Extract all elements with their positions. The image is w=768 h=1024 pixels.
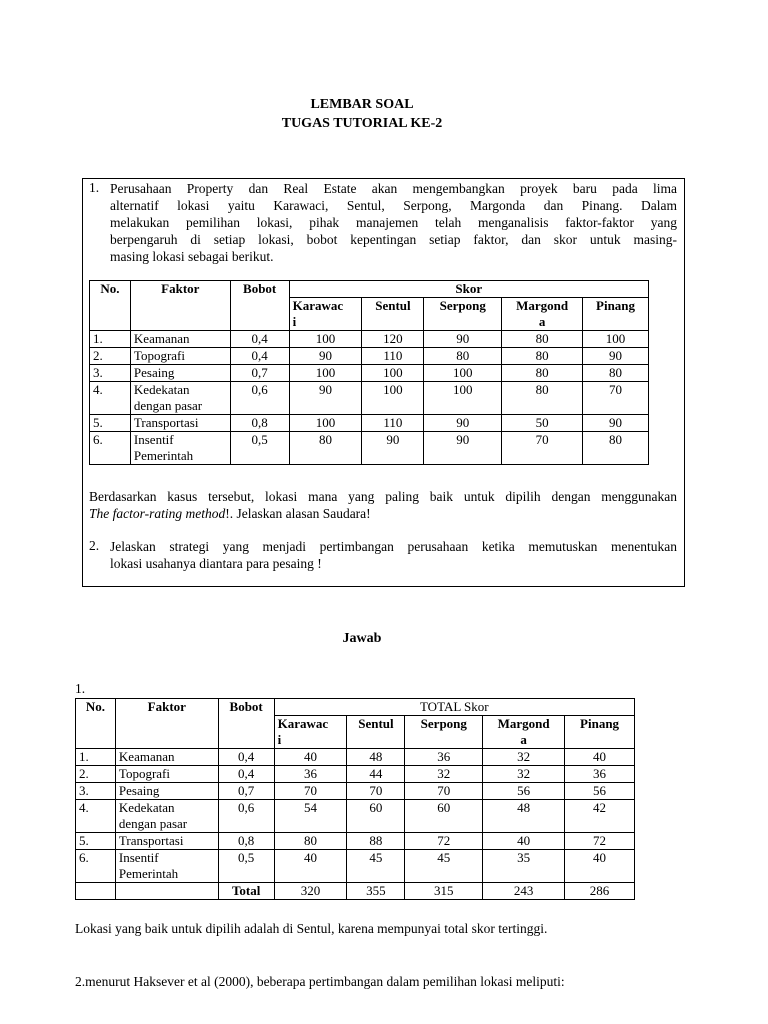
score-cell: 90 <box>583 348 649 365</box>
factor-cell: Kedekatan dengan pasar <box>115 800 218 833</box>
score-cell: 88 <box>347 833 405 850</box>
score-cell: 90 <box>424 432 502 465</box>
score-cell: 60 <box>347 800 405 833</box>
location-header: Karawac i <box>289 298 362 331</box>
location-header: Sentul <box>347 716 405 749</box>
row-number-cell: 4. <box>76 800 116 833</box>
score-cell: 56 <box>483 783 565 800</box>
total-table-header-row <box>76 699 635 716</box>
question-1-line: masing lokasi sebagai berikut. <box>110 249 274 264</box>
location-header: Serpong <box>424 298 502 331</box>
answer-1-number: 1. <box>75 681 86 696</box>
table-row <box>90 415 649 432</box>
factor-cell: Transportasi <box>130 415 230 432</box>
col-total-skor-header: TOTAL Skor <box>274 699 634 716</box>
table-row <box>90 365 649 382</box>
table-row <box>90 331 649 348</box>
score-cell: 40 <box>483 833 565 850</box>
score-cell: 90 <box>289 382 362 415</box>
score-cell: 100 <box>362 382 424 415</box>
score-cell: 40 <box>565 850 635 883</box>
score-cell: 80 <box>583 365 649 382</box>
score-cell: 90 <box>424 415 502 432</box>
row-number-cell: 3. <box>76 783 116 800</box>
col-faktor-header: Faktor <box>130 281 230 331</box>
score-cell: 42 <box>565 800 635 833</box>
score-cell: 35 <box>483 850 565 883</box>
question-1-line: berpengaruh di setiap lokasi, bobot kepentingan setiap faktor, dan skor untuk masing- <box>110 232 677 247</box>
location-header: Margond a <box>502 298 583 331</box>
col-bobot-header: Bobot <box>230 281 289 331</box>
question-1-line: Perusahaan Property dan Real Estate akan mengembangkan proyek baru pada lima <box>110 181 677 196</box>
weight-cell: 0,6 <box>230 382 289 415</box>
score-cell: 40 <box>274 749 347 766</box>
total-value-cell: 315 <box>405 883 483 900</box>
factor-cell: Keamanan <box>130 331 230 348</box>
factor-cell: Kedekatan dengan pasar <box>130 382 230 415</box>
table-row <box>90 382 649 415</box>
score-cell: 120 <box>362 331 424 348</box>
col-skor-header: Skor <box>289 281 648 298</box>
col-faktor-header: Faktor <box>115 699 218 749</box>
score-cell: 110 <box>362 348 424 365</box>
score-cell: 48 <box>483 800 565 833</box>
score-cell: 44 <box>347 766 405 783</box>
score-cell: 100 <box>289 331 362 348</box>
location-header: Sentul <box>362 298 424 331</box>
score-cell: 80 <box>289 432 362 465</box>
row-number-cell: 6. <box>76 850 116 883</box>
score-cell: 45 <box>347 850 405 883</box>
factor-cell: Insentif Pemerintah <box>130 432 230 465</box>
question-1-number: 1. <box>89 180 100 195</box>
score-cell: 80 <box>274 833 347 850</box>
factor-cell: Insentif Pemerintah <box>115 850 218 883</box>
score-cell: 80 <box>502 348 583 365</box>
row-number-cell: 1. <box>76 749 116 766</box>
total-value-cell: 243 <box>483 883 565 900</box>
total-label: Total <box>218 883 274 900</box>
score-cell: 110 <box>362 415 424 432</box>
score-cell: 40 <box>274 850 347 883</box>
score-cell: 100 <box>424 382 502 415</box>
method-name: The factor-rating method <box>89 506 226 521</box>
weight-cell: 0,6 <box>218 800 274 833</box>
row-number-cell: 4. <box>90 382 131 415</box>
location-header: Margond a <box>483 716 565 749</box>
score-cell: 90 <box>583 415 649 432</box>
instruction-line-2 <box>89 505 677 522</box>
factor-cell: Pesaing <box>115 783 218 800</box>
weight-cell: 0,8 <box>218 833 274 850</box>
score-cell: 90 <box>289 348 362 365</box>
score-cell: 70 <box>583 382 649 415</box>
score-cell: 60 <box>405 800 483 833</box>
question-1-text <box>110 180 677 265</box>
location-header: Pinang <box>583 298 649 331</box>
score-cell: 70 <box>405 783 483 800</box>
table-row <box>76 800 635 833</box>
score-cell: 56 <box>565 783 635 800</box>
question-2-line: Jelaskan strategi yang menjadi pertimbangan perusahaan ketika memutuskan menentukan <box>110 539 677 554</box>
score-cell: 32 <box>483 766 565 783</box>
factor-cell: Keamanan <box>115 749 218 766</box>
weight-cell: 0,5 <box>230 432 289 465</box>
document-subtitle: TUGAS TUTORIAL KE-2 <box>281 116 443 131</box>
score-cell: 70 <box>347 783 405 800</box>
score-cell: 100 <box>362 365 424 382</box>
answer-heading: Jawab <box>342 631 382 646</box>
score-cell: 72 <box>405 833 483 850</box>
score-cell: 90 <box>424 331 502 348</box>
weight-cell: 0,8 <box>230 415 289 432</box>
factor-cell: Topografi <box>130 348 230 365</box>
col-no-header: No. <box>90 281 131 331</box>
total-value-cell: 286 <box>565 883 635 900</box>
empty-cell <box>115 883 218 900</box>
score-cell: 36 <box>274 766 347 783</box>
location-header: Pinang <box>565 716 635 749</box>
empty-cell <box>76 883 116 900</box>
row-number-cell: 5. <box>90 415 131 432</box>
row-number-cell: 2. <box>90 348 131 365</box>
score-cell: 100 <box>583 331 649 348</box>
score-cell: 54 <box>274 800 347 833</box>
col-bobot-header: Bobot <box>218 699 274 749</box>
score-cell: 80 <box>583 432 649 465</box>
score-cell: 100 <box>424 365 502 382</box>
score-cell: 36 <box>405 749 483 766</box>
score-cell: 80 <box>502 382 583 415</box>
weight-cell: 0,4 <box>230 331 289 348</box>
score-cell: 80 <box>502 365 583 382</box>
row-number-cell: 5. <box>76 833 116 850</box>
table-row <box>90 432 649 465</box>
answer-1-conclusion: Lokasi yang baik untuk dipilih adalah di Sentul, karena mempunyai total skor tertinggi. <box>75 921 548 936</box>
table-row <box>90 348 649 365</box>
weight-cell: 0,7 <box>230 365 289 382</box>
score-cell: 80 <box>502 331 583 348</box>
score-cell: 70 <box>274 783 347 800</box>
score-cell: 90 <box>362 432 424 465</box>
score-table <box>89 280 649 465</box>
weight-cell: 0,4 <box>230 348 289 365</box>
score-cell: 50 <box>502 415 583 432</box>
question-1-instruction <box>89 488 677 522</box>
score-cell: 100 <box>289 415 362 432</box>
score-cell: 36 <box>565 766 635 783</box>
score-table-header-row <box>90 281 649 298</box>
weight-cell: 0,4 <box>218 749 274 766</box>
table-row <box>76 833 635 850</box>
score-cell: 32 <box>483 749 565 766</box>
score-cell: 70 <box>502 432 583 465</box>
weight-cell: 0,7 <box>218 783 274 800</box>
table-row <box>76 850 635 883</box>
score-cell: 80 <box>424 348 502 365</box>
score-cell: 72 <box>565 833 635 850</box>
instruction-line: Berdasarkan kasus tersebut, lokasi mana yang paling baik untuk dipilih dengan menggunakan <box>89 489 677 504</box>
total-value-cell: 355 <box>347 883 405 900</box>
total-row <box>76 883 635 900</box>
factor-cell: Transportasi <box>115 833 218 850</box>
table-row <box>76 766 635 783</box>
col-no-header: No. <box>76 699 116 749</box>
row-number-cell: 6. <box>90 432 131 465</box>
document-title: LEMBAR SOAL <box>310 97 414 112</box>
weight-cell: 0,4 <box>218 766 274 783</box>
row-number-cell: 1. <box>90 331 131 348</box>
question-2-number: 2. <box>89 538 100 553</box>
location-header: Serpong <box>405 716 483 749</box>
location-header: Karawac i <box>274 716 347 749</box>
total-value-cell: 320 <box>274 883 347 900</box>
score-cell: 40 <box>565 749 635 766</box>
answer-2-intro: 2.menurut Haksever et al (2000), beberapa pertimbangan dalam pemilihan lokasi meliputi: <box>75 974 565 989</box>
question-2-line: lokasi usahanya diantara para pesaing ! <box>110 556 322 571</box>
row-number-cell: 3. <box>90 365 131 382</box>
factor-cell: Topografi <box>115 766 218 783</box>
question-1-line: melakukan pemilihan lokasi, pihak manajemen telah menganalisis faktor-faktor yang <box>110 215 677 230</box>
question-1-line: alternatif lokasi yaitu Karawaci, Sentul, Serpong, Margonda dan Pinang. Dalam <box>110 198 677 213</box>
score-cell: 32 <box>405 766 483 783</box>
row-number-cell: 2. <box>76 766 116 783</box>
total-score-table <box>75 698 635 900</box>
question-2-text <box>110 538 677 572</box>
table-row <box>76 783 635 800</box>
score-cell: 100 <box>289 365 362 382</box>
score-cell: 48 <box>347 749 405 766</box>
instruction-rest: !. Jelaskan alasan Saudara! <box>225 506 371 521</box>
table-row <box>76 749 635 766</box>
factor-cell: Pesaing <box>130 365 230 382</box>
weight-cell: 0,5 <box>218 850 274 883</box>
score-cell: 45 <box>405 850 483 883</box>
